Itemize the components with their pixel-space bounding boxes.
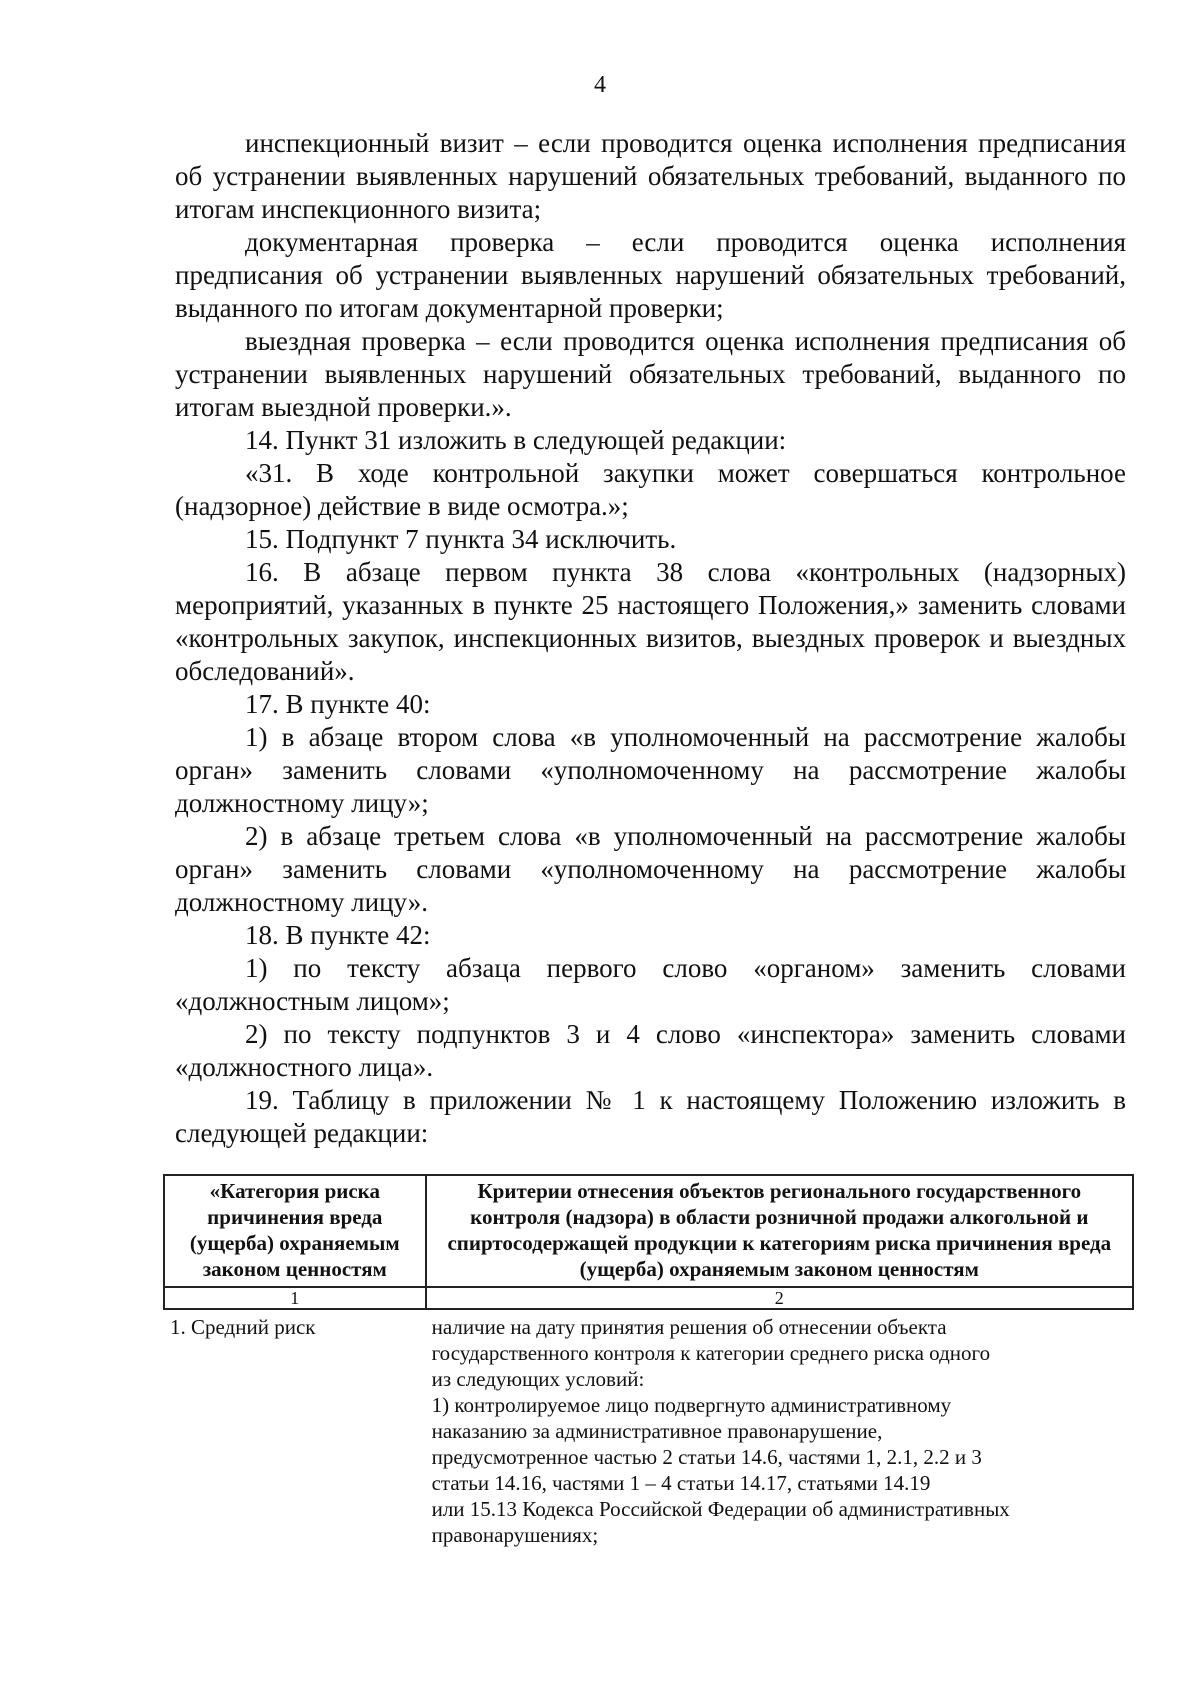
criteria-line: предусмотренное частью 2 статьи 14.6, частями 1, 2.1, 2.2 и 3 bbox=[431, 1445, 982, 1469]
paragraph: 15. Подпункт 7 пункта 34 исключить. bbox=[245, 524, 677, 554]
table-number-row bbox=[164, 1287, 1133, 1309]
paragraph: «31. В ходе контрольной закупки может совершаться контрольное (надзорное) действие в виде осмотра.»; bbox=[175, 458, 1126, 521]
paragraph: 19. Таблицу в приложении № 1 к настоящему Положению изложить в следующей редакции: bbox=[175, 1085, 1126, 1148]
paragraph: выездная проверка – если проводится оценка исполнения предписания об устранении выявленных нарушений обязательных требований, выданного по итогам выездной проверки.». bbox=[175, 326, 1126, 422]
risk-criteria-table bbox=[163, 1174, 1134, 1548]
paragraph: 2) по тексту подпунктов 3 и 4 слово «инспектора» заменить словами «должностного лица». bbox=[175, 1019, 1126, 1082]
paragraph: инспекционный визит – если проводится оценка исполнения предписания об устранении выявленных нарушений обязательных требований, выданного по итогам инспекционного визита; bbox=[175, 128, 1126, 224]
criteria-line: 1) контролируемое лицо подвергнуто административному bbox=[431, 1393, 952, 1417]
criteria-line: статьи 14.16, частями 1 – 4 статьи 14.17, статьями 14.19 bbox=[431, 1471, 931, 1495]
table-row bbox=[164, 1309, 1133, 1548]
document-body bbox=[175, 127, 1126, 1150]
paragraph: 2) в абзаце третьем слова «в уполномоченный на рассмотрение жалобы орган» заменить словами «уполномоченному на рассмотрение жалобы должностному лицу». bbox=[175, 821, 1126, 917]
criteria-cell bbox=[426, 1309, 1133, 1548]
paragraph: 1) по тексту абзаца первого слово «органом» заменить словами «должностным лицом»; bbox=[175, 953, 1126, 1016]
criteria-line: наказанию за административное правонарушение, bbox=[431, 1419, 883, 1443]
paragraph: 1) в абзаце втором слова «в уполномоченный на рассмотрение жалобы орган» заменить словами «уполномоченному на рассмотрение жалобы должностному лицу»; bbox=[175, 722, 1126, 818]
paragraph: 16. В абзаце первом пункта 38 слова «контрольных (надзорных) мероприятий, указанных в пункте 25 настоящего Положения,» заменить словами «контрольных закупок, инспекционных визитов, выездных проверок и выездных обследований». bbox=[175, 557, 1126, 686]
paragraph: 17. В пункте 40: bbox=[245, 689, 431, 719]
risk-category-cell: 1. Средний риск bbox=[170, 1315, 316, 1339]
column-number-1: 1 bbox=[164, 1287, 426, 1309]
paragraph: документарная проверка – если проводится оценка исполнения предписания об устранении выявленных нарушений обязательных требований, выданного по итогам документарной проверки; bbox=[175, 227, 1126, 323]
paragraph: 14. Пункт 31 изложить в следующей редакции: bbox=[245, 425, 787, 455]
criteria-line: наличие на дату принятия решения об отнесении объекта bbox=[431, 1315, 947, 1339]
criteria-line: государственного контроля к категории среднего риска одного bbox=[431, 1341, 991, 1365]
header-risk-category: «Категория риска причинения вреда (ущерба) охраняемым законом ценностям bbox=[164, 1175, 426, 1287]
page-number: 4 bbox=[594, 72, 606, 98]
paragraph: 18. В пункте 42: bbox=[245, 920, 431, 950]
column-number-2: 2 bbox=[426, 1287, 1133, 1309]
criteria-line: правонарушениях; bbox=[431, 1523, 599, 1547]
table-header-row bbox=[164, 1175, 1133, 1287]
criteria-line: или 15.13 Кодекса Российской Федерации об административных bbox=[431, 1497, 1010, 1521]
criteria-line: из следующих условий: bbox=[431, 1367, 645, 1391]
header-criteria: Критерии отнесения объектов регионального государственного контроля (надзора) в области розничной продажи алкогольной и спиртосодержащей продукции к категориям риска причинения вреда (ущерба) охраняемым законом ценностям bbox=[426, 1175, 1133, 1287]
